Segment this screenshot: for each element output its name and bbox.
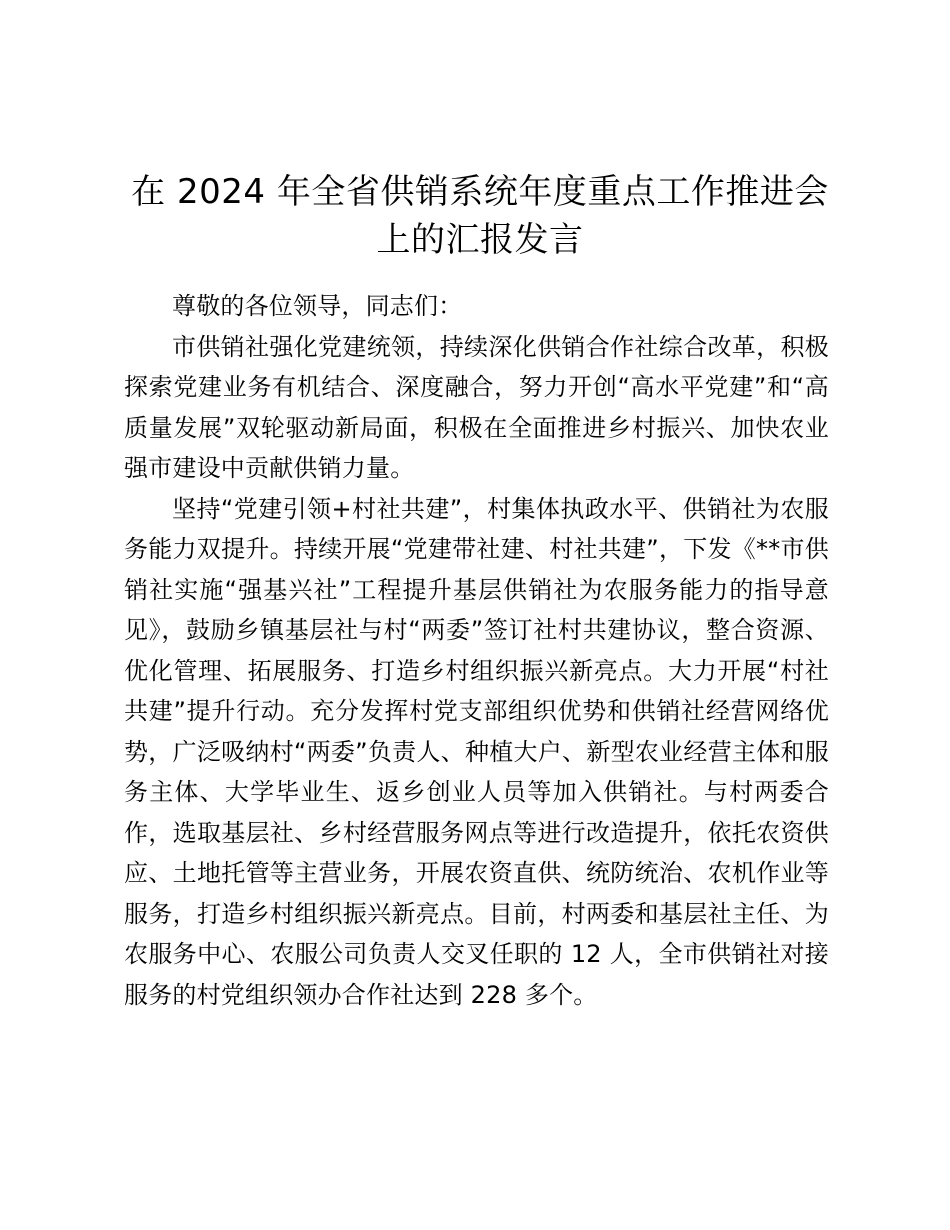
- document-title: 在 2024 年全省供销系统年度重点工作推进会上的汇报发言: [131, 172, 829, 260]
- salutation: 尊敬的各位领导，同志们：: [172, 292, 463, 320]
- document-body: [124, 286, 829, 1015]
- paragraph-intro: 市供销社强化党建统领，持续深化供销合作社综合改革，积极探索党建业务有机结合、深度融合，努力开创“高水平党建”和“高质量发展”双轮驱动新局面，积极在全面推进乡村振兴、加快农业强市建设中贡献供销力量。: [124, 332, 829, 482]
- paragraph-party-building: 坚持“党建引领+村社共建”，村集体执政水平、供销社为农服务能力双提升。持续开展“党建带社建、村社共建”，下发《**市供销社实施“强基兴社”工程提升基层供销社为农服务能力的指导意见》，鼓励乡镇基层社与村“两委”签订社村共建协议，整合资源、优化管理、拓展服务、打造乡村组织振兴新亮点。大力开展“村社共建”提升行动。充分发挥村党支部组织优势和供销社经营网络优势，广泛吸纳村“两委”负责人、种植大户、新型农业经营主体和服务主体、大学毕业生、返乡创业人员等加入供销社。与村两委合作，选取基层社、乡村经营服务网点等进行改造提升，依托农资供应、土地托管等主营业务，开展农资直供、统防统治、农机作业等服务，打造乡村组织振兴新亮点。目前，村两委和基层社主任、为农服务中心、农服公司负责人交叉任职的 12 人，全市供销社对接服务的村党组织领办合作社达到 228 多个。: [124, 494, 829, 1009]
